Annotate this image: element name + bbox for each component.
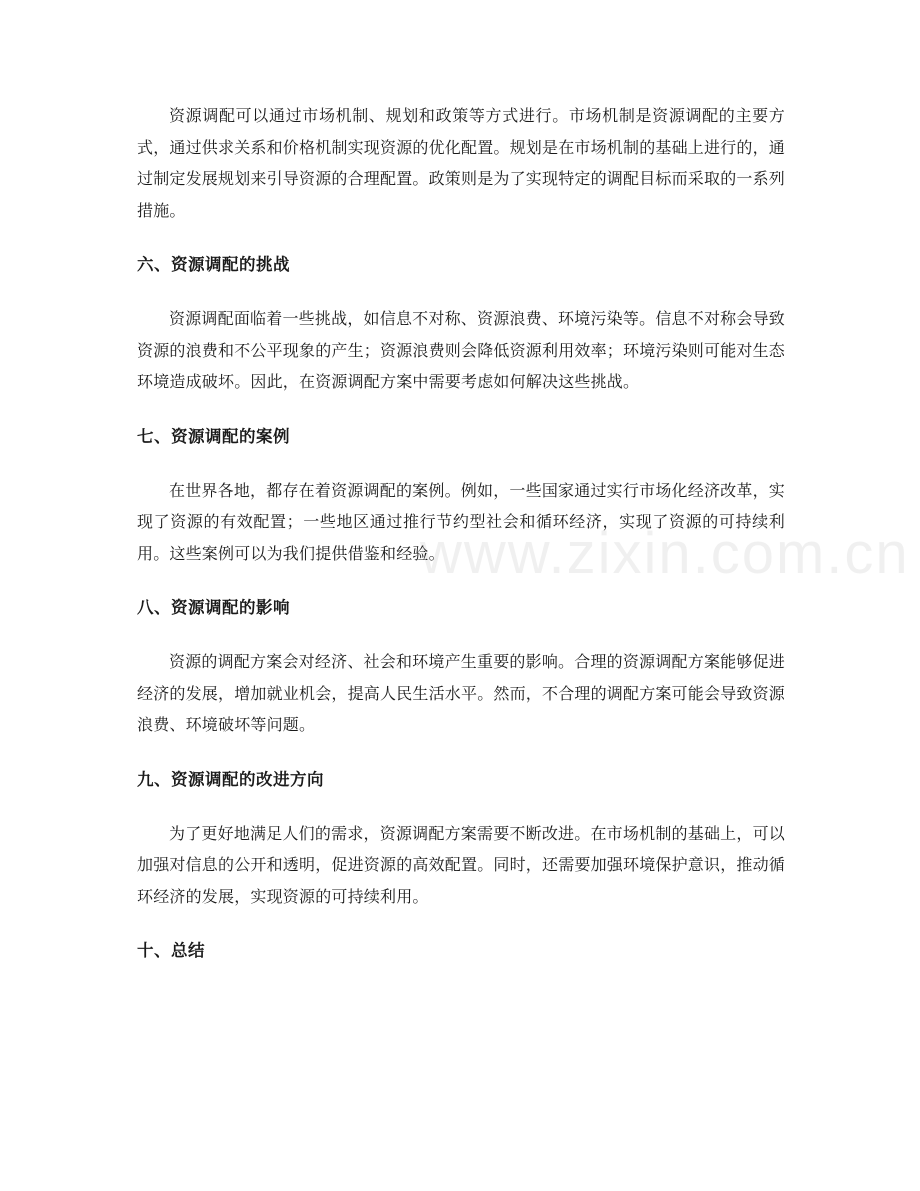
document-body <box>137 100 785 989</box>
heading-impact: 八、资源调配的影响 <box>137 598 290 617</box>
paragraph-cases: 在世界各地，都存在着资源调配的案例。例如，一些国家通过实行市场化经济改革，实现了资源的有效配置；一些地区通过推行节约型社会和循环经济，实现了资源的可持续利用。这些案例可以为我们提供借鉴和经验。 <box>137 480 785 563</box>
heading-cases: 七、资源调配的案例 <box>137 426 290 446</box>
heading-challenges: 六、资源调配的挑战 <box>137 255 290 274</box>
paragraph-impact: 资源的调配方案会对经济、社会和环境产生重要的影响。合理的资源调配方案能够促进经济的发展，增加就业机会，提高人民生活水平。然而，不合理的调配方案可能会导致资源浪费、环境破坏等问题。 <box>137 652 786 734</box>
heading-summary: 十、总结 <box>137 941 205 960</box>
heading-improvement: 九、资源调配的改进方向 <box>137 769 324 789</box>
watermark: www.zixin.com.cn <box>420 521 910 586</box>
paragraph-challenges: 资源调配面临着一些挑战，如信息不对称、资源浪费、环境污染等。信息不对称会导致资源的浪费和不公平现象的产生；资源浪费则会降低资源利用效率；环境污染则可能对生态环境造成破坏。因此，在资源调配方案中需要考虑如何解决这些挑战。 <box>137 309 786 391</box>
paragraph-improvement: 为了更好地满足人们的需求，资源调配方案需要不断改进。在市场机制的基础上，可以加强对信息的公开和透明，促进资源的高效配置。同时，还需要加强环境保护意识，推动循环经济的发展，实现资源的可持续利用。 <box>137 823 786 906</box>
paragraph-resource-allocation-methods: 资源调配可以通过市场机制、规划和政策等方式进行。市场机制是资源调配的主要方式，通过供求关系和价格机制实现资源的优化配置。规划是在市场机制的基础上进行的，通过制定发展规划来引导资源的合理配置。政策则是为了实现特定的调配目标而采取的一系列措施。 <box>137 106 786 220</box>
